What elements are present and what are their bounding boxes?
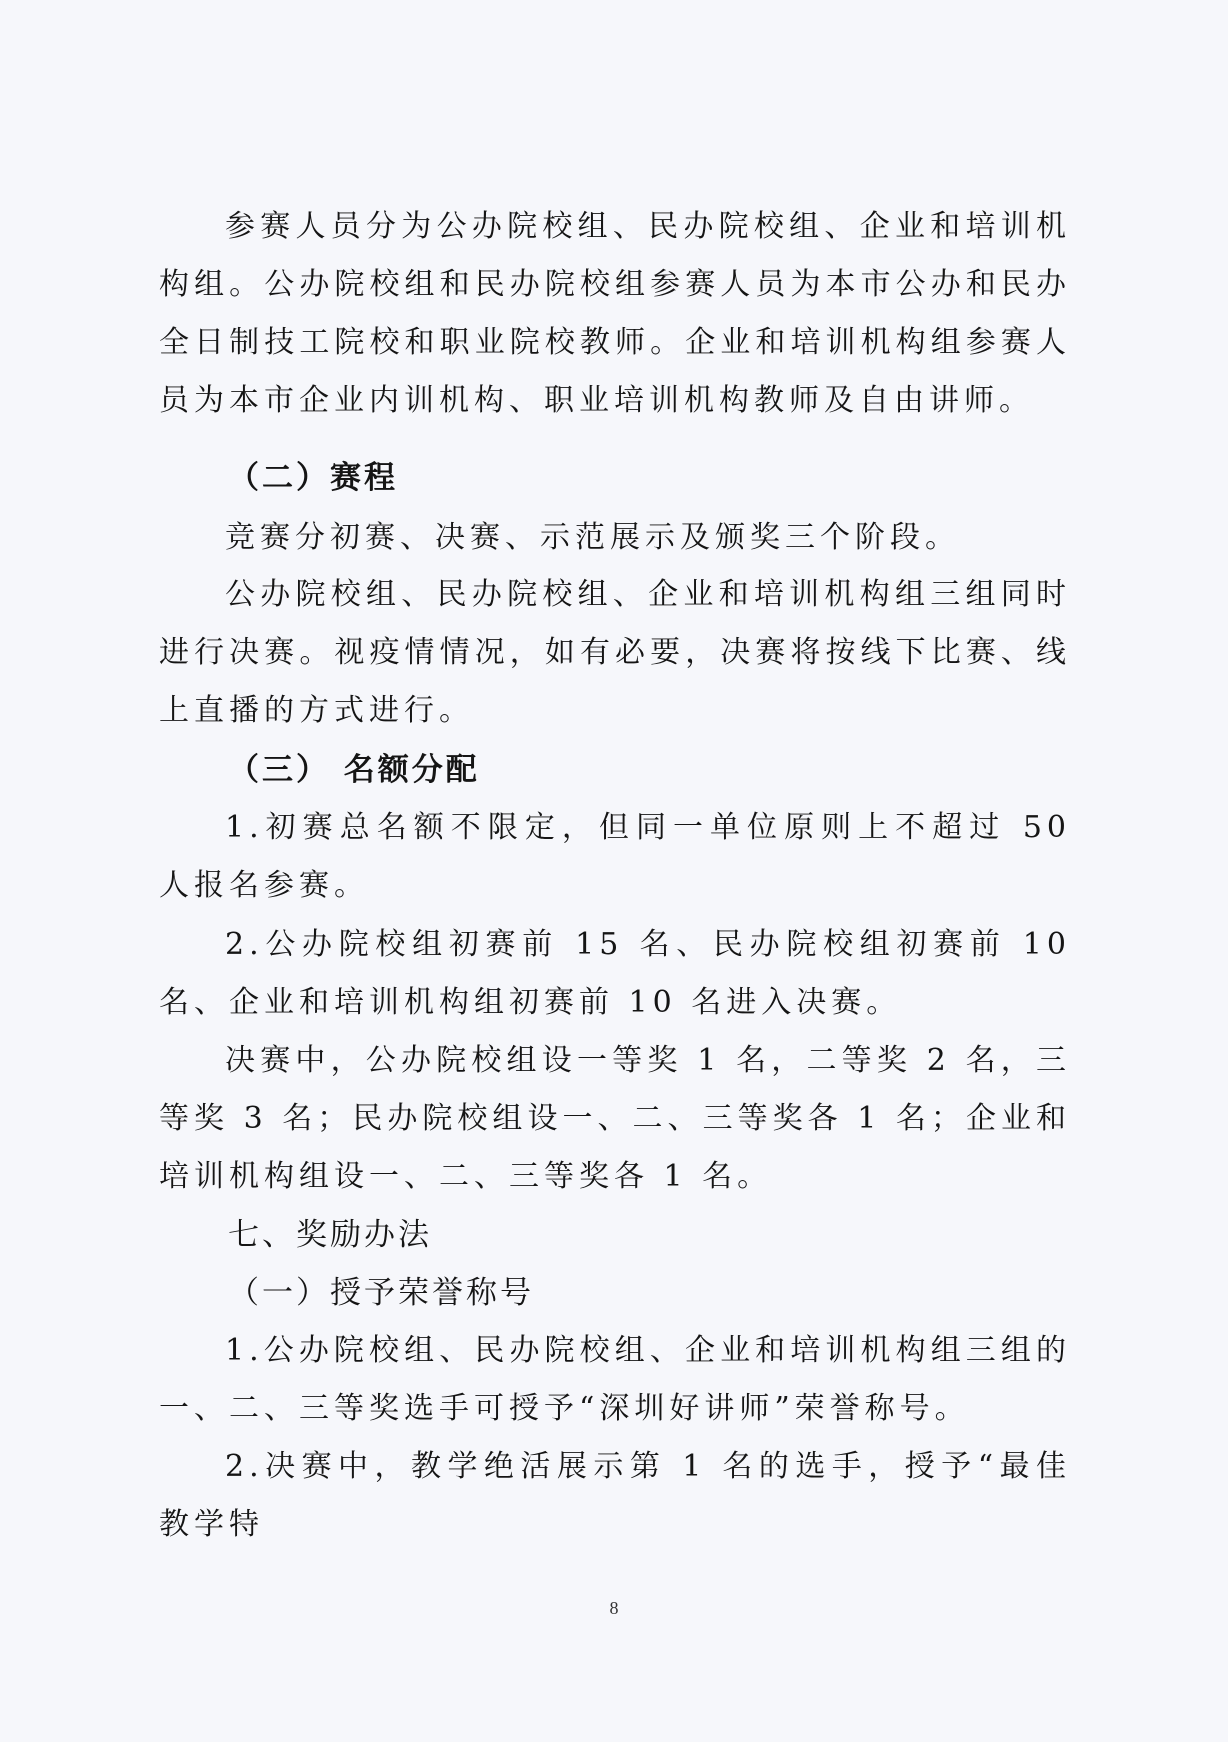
- paragraph-awards-count: 决赛中，公办院校组设一等奖 1 名，二等奖 2 名，三等奖 3 名；民办院校组设一、二、三等奖各 1 名；企业和培训机构组设一、二、三等奖各 1 名。: [159, 1043, 1071, 1194]
- paragraph-honor-2: 2.决赛中，教学绝活展示第 1 名的选手，授予“最佳教学特: [159, 1449, 1071, 1542]
- paragraph-participants: 参赛人员分为公办院校组、民办院校组、企业和培训机构组。公办院校组和民办院校组参赛人员为本市公办和民办全日制技工院校和职业院校教师。企业和培训机构组参赛人员为本市企业内训机构、职业培训机构教师及自由讲师。: [159, 209, 1071, 418]
- section-heading-quota: （三） 名额分配: [228, 752, 480, 788]
- paragraph-quota-1: 1.初赛总名额不限定，但同一单位原则上不超过 50 人报名参赛。: [159, 810, 1071, 903]
- paragraph-stages: 竞赛分初赛、决赛、示范展示及颁奖三个阶段。: [225, 520, 960, 555]
- chapter-heading-rewards: 七、奖励办法: [228, 1217, 432, 1253]
- paragraph-finals: 公办院校组、民办院校组、企业和培训机构组三组同时进行决赛。视疫情情况，如有必要，决赛将按线下比赛、线上直播的方式进行。: [159, 577, 1071, 728]
- page-number: 8: [609, 1598, 619, 1618]
- paragraph-honor-1: 1.公办院校组、民办院校组、企业和培训机构组三组的一、二、三等奖选手可授予“深圳好讲师”荣誉称号。: [159, 1333, 1071, 1426]
- section-heading-honor: （一）授予荣誉称号: [228, 1275, 534, 1311]
- section-heading-schedule: （二）赛程: [228, 460, 398, 496]
- paragraph-quota-2: 2.公办院校组初赛前 15 名、民办院校组初赛前 10 名、企业和培训机构组初赛前 10 名进入决赛。: [159, 927, 1071, 1020]
